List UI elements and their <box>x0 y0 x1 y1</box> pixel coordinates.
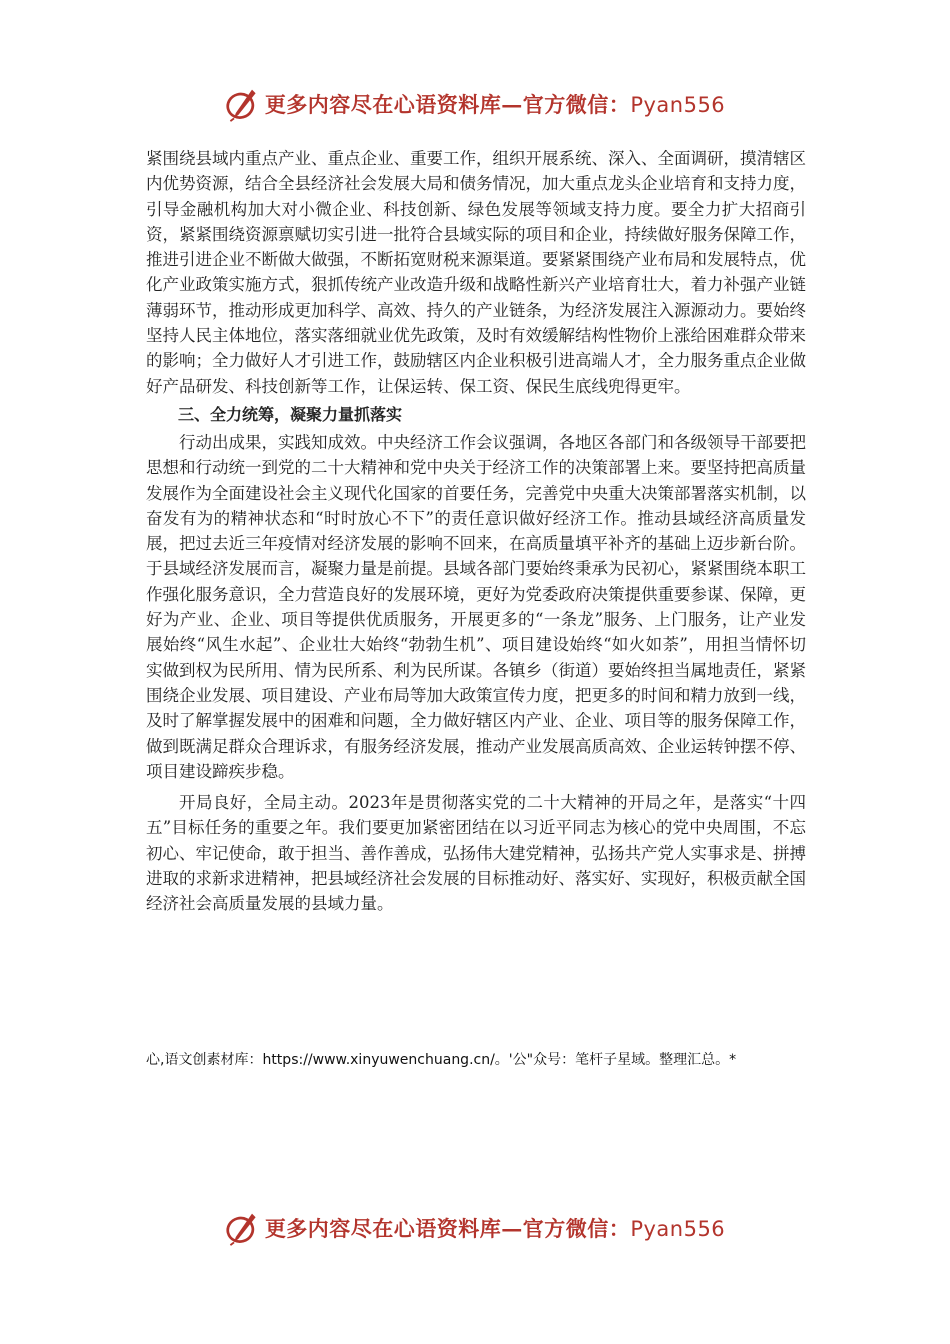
banner-wechat-id: Pyan556 <box>630 1217 726 1241</box>
header-banner <box>0 82 950 126</box>
source-note: 心,语文创素材库：https://www.xinyuwenchuang.cn/。'公"众号：笔杆子星域。整理汇总。* <box>146 1052 737 1068</box>
banner-text-cn: 更多内容尽在心语资料库—官方微信： <box>264 1216 631 1241</box>
document-body <box>146 146 806 917</box>
paragraph-3: 开局良好，全局主动。2023年是贯彻落实党的二十大精神的开局之年，是落实“十四五”目标任务的重要之年。我们要更加紧密团结在以习近平同志为核心的党中央周围，不忘初心、牢记使命，敢于担当、善作善成，弘扬伟大建党精神，弘扬共产党人实事求是、拼搏进取的求新求进精神，把县域经济社会发展的目标推动好、落实好、实现好，积极贡献全国经济社会高质量发展的县域力量。 <box>146 793 806 914</box>
brush-pen-logo-icon <box>225 1210 261 1246</box>
brush-pen-logo-icon <box>225 86 261 122</box>
section-heading: 三、全力统筹，凝聚力量抓落实 <box>178 404 403 424</box>
paragraph-1: 紧围绕县域内重点产业、重点企业、重要工作，组织开展系统、深入、全面调研，摸清辖区内优势资源，结合全县经济社会发展大局和债务情况，加大重点龙头企业培育和支持力度，引导金融机构加大对小微企业、科技创新、绿色发展等领域支持力度。要全力扩大招商引资，紧紧围绕资源禀赋切实引进一批符合县域实际的项目和企业，持续做好服务保障工作，推进引进企业不断做大做强，不断拓宽财税来源渠道。要紧紧围绕产业布局和发展特点，优化产业政策实施方式，狠抓传统产业改造升级和战略性新兴产业培育壮大，着力补强产业链薄弱环节，推动形成更加科学、高效、持久的产业链条，为经济发展注入源源动力。要始终坚持人民主体地位，落实落细就业优先政策，及时有效缓解结构性物价上涨给困难群众带来的影响；全力做好人才引进工作，鼓励辖区内企业积极引进高端人才，全力服务重点企业做好产品研发、科技创新等工作，让保运转、保工资、保民生底线兜得更牢。 <box>146 149 806 396</box>
banner-text <box>265 89 725 119</box>
banner-text <box>265 1213 725 1243</box>
banner-wechat-id: Pyan556 <box>630 93 726 117</box>
footer-banner <box>0 1206 950 1250</box>
paragraph-2: 行动出成果，实践知成效。中央经济工作会议强调，各地区各部门和各级领导干部要把思想和行动统一到党的二十大精神和党中央关于经济工作的决策部署上来。要坚持把高质量发展作为全面建设社会主义现代化国家的首要任务，完善党中央重大决策部署落实机制，以奋发有为的精神状态和“时时放心不下”的责任意识做好经济工作。推动县域经济高质量发展，把过去近三年疫情对经济发展的影响不回来，在高质量填平补齐的基础上迈步新台阶。于县域经济发展而言，凝聚力量是前提。县域各部门要始终秉承为民初心，紧紧围绕本职工作强化服务意识，全力营造良好的发展环境，更好为党委政府决策提供重要参谋、保障，更好为产业、企业、项目等提供优质服务，开展更多的“一条龙”服务、上门服务，让产业发展始终“风生水起”、企业壮大始终“勃勃生机”、项目建设始终“如火如荼”，用担当情怀切实做到权为民所用、情为民所系、利为民所谋。各镇乡（街道）要始终担当属地责任，紧紧围绕企业发展、项目建设、产业布局等加大政策宣传力度，把更多的时间和精力放到一线，及时了解掌握发展中的困难和问题，全力做好辖区内产业、企业、项目等的服务保障工作，做到既满足群众合理诉求，有服务经济发展，推动产业发展高质高效、企业运转钟摆不停、项目建设蹄疾步稳。 <box>146 432 806 781</box>
banner-text-cn: 更多内容尽在心语资料库—官方微信： <box>264 92 631 117</box>
